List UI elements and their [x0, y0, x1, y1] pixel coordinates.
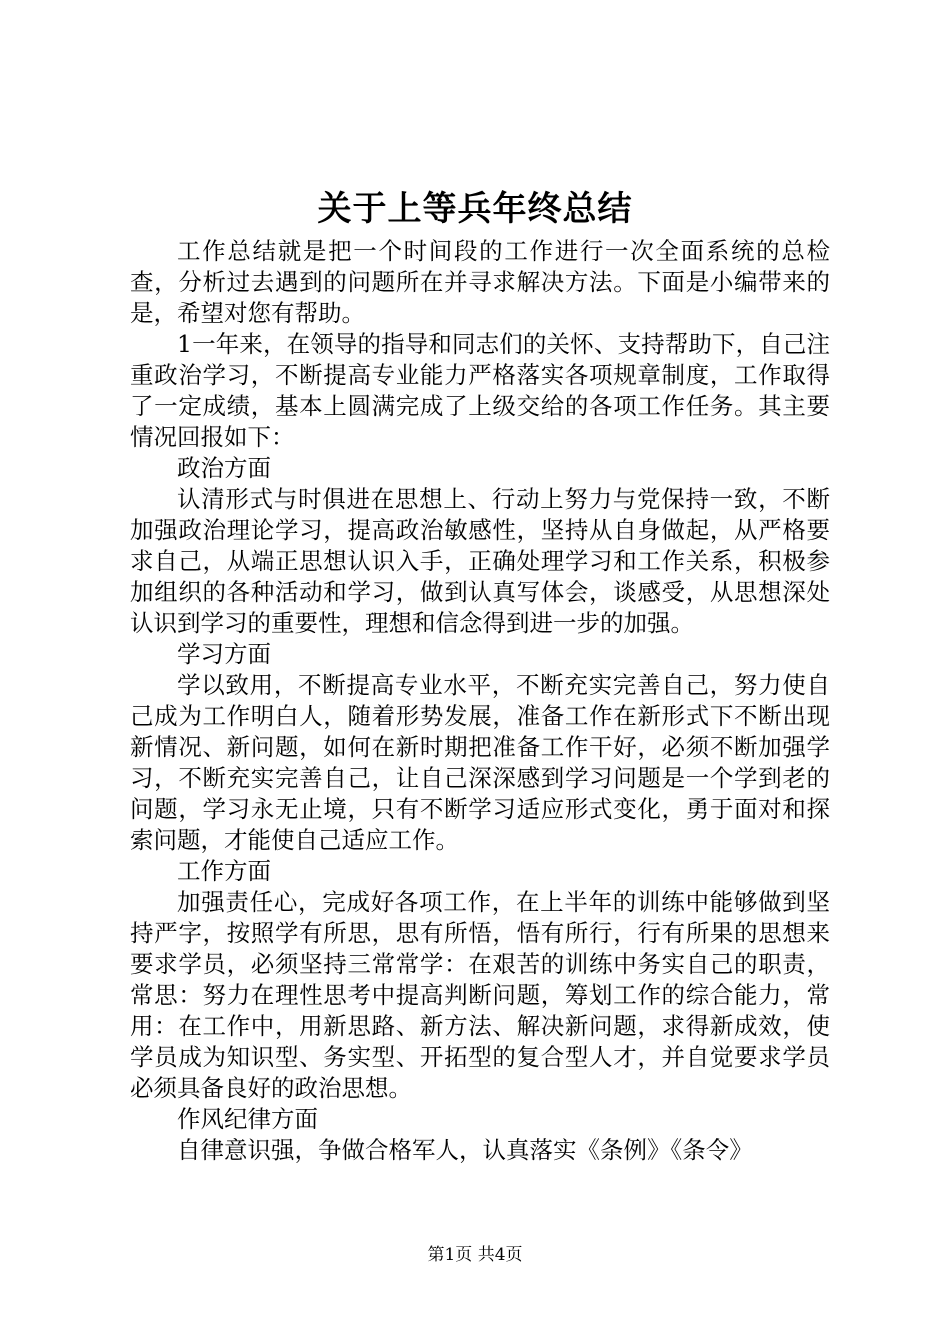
document-body — [130, 236, 830, 1166]
paragraph-study: 学以致用，不断提高专业水平，不断充实完善自己，努力使自己成为工作明白人，随着形势发展，准备工作在新形式下不断出现新情况、新问题，如何在新时期把准备工作干好，必须不断加强学习，不断充实完善自己，让自己深深感到学习问题是一个学到老的问题，学习永无止境，只有不断学习适应形式变化，勇于面对和探索问题，才能使自己适应工作。 — [130, 671, 830, 854]
paragraph-work: 加强责任心，完成好各项工作，在上半年的训练中能够做到坚持严字，按照学有所思，思有所悟，悟有所行，行有所果的思想来要求学员，必须坚持三常常学：在艰苦的训练中务实自己的职责，常思：努力在理性思考中提高判断问题，筹划工作的综合能力，常用：在工作中，用新思路、新方法、解决新问题，求得新成效，使学员成为知识型、务实型、开拓型的复合型人才，并自觉要求学员必须具备良好的政治思想。 — [130, 888, 830, 1102]
paragraph-overview: 1一年来，在领导的指导和同志们的关怀、支持帮助下，自己注重政治学习，不断提高专业能力严格落实各项规章制度，工作取得了一定成绩，基本上圆满完成了上级交给的各项工作任务。其主要情况回报如下： — [130, 330, 830, 451]
page-footer: 第1页 共4页 — [427, 1245, 523, 1265]
paragraph-discipline: 自律意识强，争做合格军人，认真落实《条例》《条令》 — [177, 1136, 753, 1164]
paragraph-intro: 工作总结就是把一个时间段的工作进行一次全面系统的总检查，分析过去遇到的问题所在并寻求解决方法。下面是小编带来的是，希望对您有帮助。 — [130, 237, 830, 327]
section-heading-work: 工作方面 — [177, 857, 271, 885]
section-heading-study: 学习方面 — [177, 640, 271, 668]
document-title: 关于上等兵年终总结 — [317, 189, 633, 229]
paragraph-politics: 认清形式与时俱进在思想上、行动上努力与党保持一致，不断加强政治理论学习，提高政治敏感性，坚持从自身做起，从严格要求自己，从端正思想认识入手，正确处理学习和工作关系，积极参加组织的各种活动和学习，做到认真写体会，谈感受，从思想深处认识到学习的重要性，理想和信念得到进一步的加强。 — [130, 485, 830, 637]
section-heading-politics: 政治方面 — [177, 454, 271, 482]
section-heading-discipline: 作风纪律方面 — [177, 1105, 318, 1133]
